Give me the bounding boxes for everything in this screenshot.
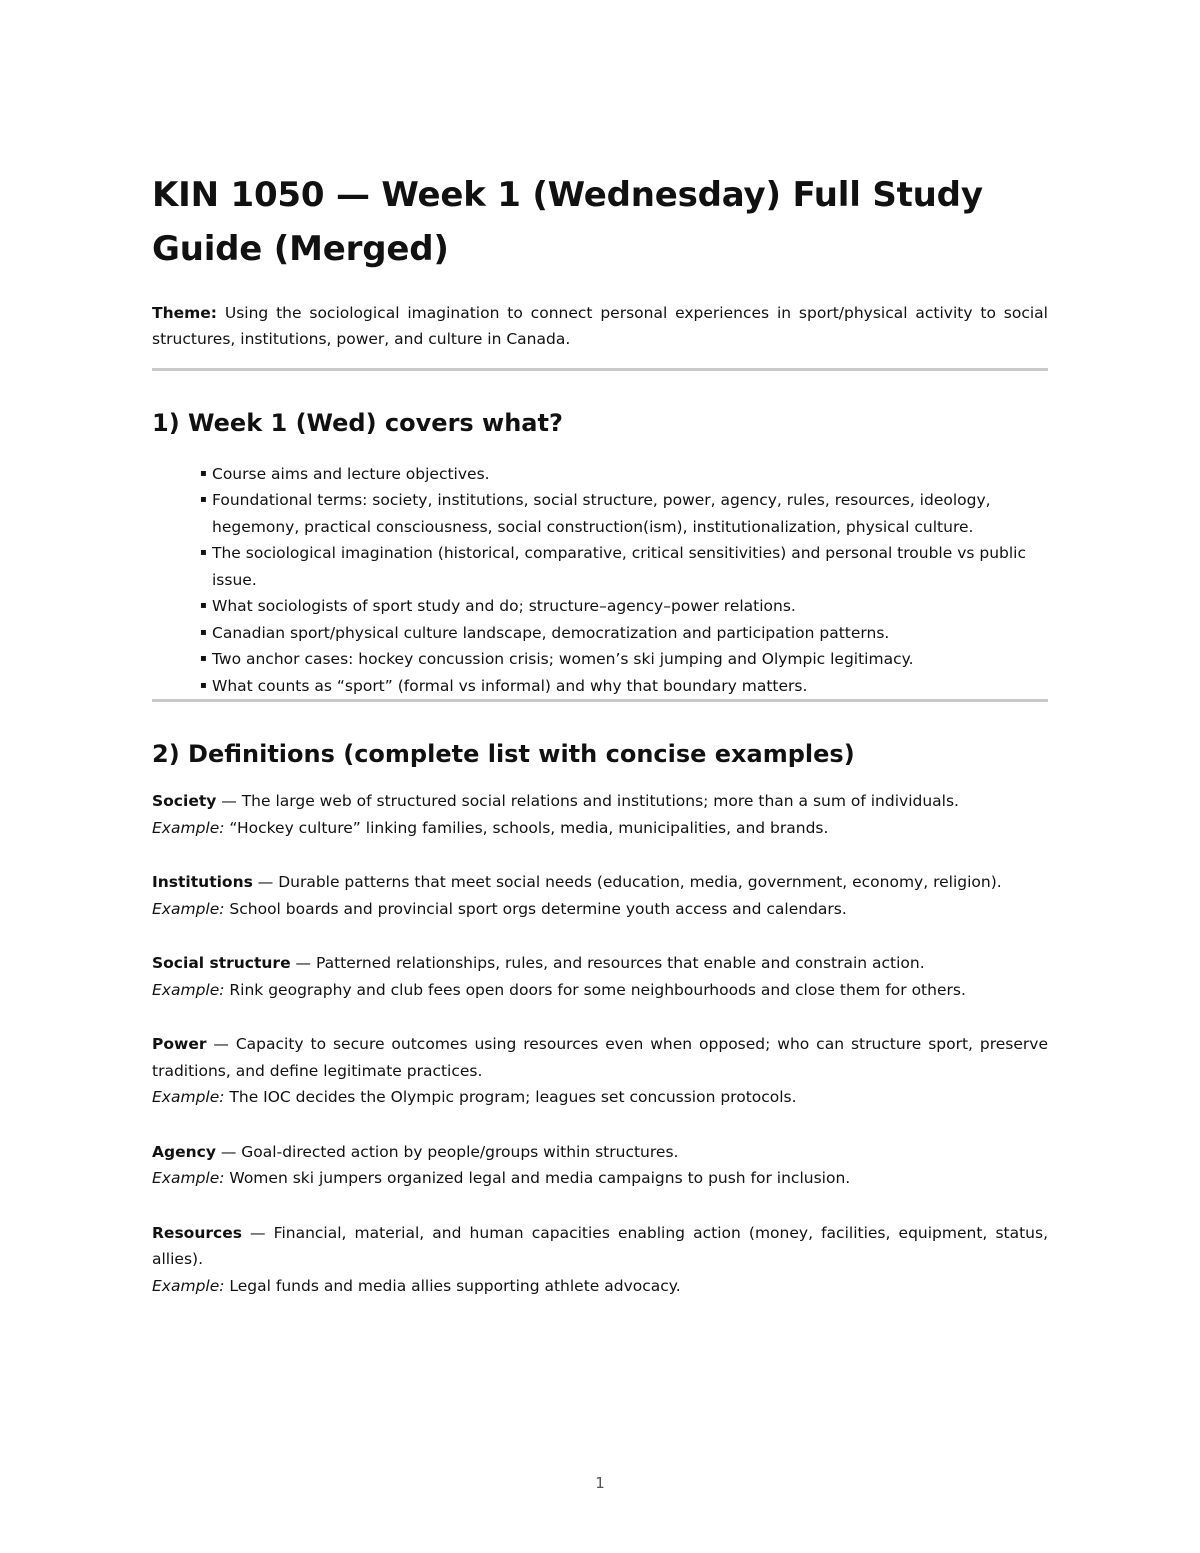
list-item [200, 673, 1048, 700]
theme-paragraph [152, 300, 1048, 352]
example-label: Example: [152, 1088, 225, 1106]
section-divider [152, 368, 1048, 371]
section-divider [152, 699, 1048, 702]
list-item [200, 487, 1048, 540]
bullet-icon: ▪ [200, 653, 207, 664]
list-item-text: The sociological imagination (historical, comparative, critical sensitivities) and personal trouble vs public issue. [212, 544, 1027, 589]
bullet-icon: ▪ [200, 547, 207, 558]
list-item [200, 646, 1048, 673]
list-item [200, 540, 1048, 593]
example-label: Example: [152, 1276, 225, 1295]
definition-text: The large web of structured social relations and institutions; more than a sum of individuals. [241, 792, 959, 810]
list-item-text: Two anchor cases: hockey concussion crisis; women’s ski jumping and Olympic legitimacy. [212, 650, 914, 668]
definition-term: Power [152, 1035, 207, 1053]
definition-social-structure: Social structure — Patterned relationships, rules, and resources that enable and constrain action. Example: Rink geography and club fees open doors for some neighbourhoods and close them for others. [152, 954, 966, 999]
definition-text: Goal-directed action by people/groups within structures. [241, 1142, 679, 1161]
theme-text: Using the sociological imagination to connect personal experiences in sport/physical activity to social structures, institutions, power, and culture in Canada. [152, 304, 1048, 348]
page-number: 1 [595, 1474, 605, 1492]
definition-agency: Agency — Goal-directed action by people/groups within structures. Example: Women ski jumpers organized legal and media campaigns to push for inclusion. [152, 1142, 851, 1187]
list-item [200, 620, 1048, 647]
topics-list [152, 461, 1048, 700]
example-label: Example: [152, 818, 225, 837]
bullet-icon: ▪ [200, 494, 207, 505]
list-item-text: What counts as “sport” (formal vs informal) and why that boundary matters. [212, 676, 808, 695]
definition-institutions: Institutions — Durable patterns that meet social needs (education, media, government, economy, religion). Example: School boards and provincial sport orgs determine youth access and calendars. [152, 873, 1002, 918]
list-item-text: Canadian sport/physical culture landscape, democratization and participation patterns. [212, 623, 890, 642]
list-item-text: What sociologists of sport study and do; structure–agency–power relations. [212, 597, 796, 615]
definition-power: Power — Capacity to secure outcomes using resources even when opposed; who can structure sport, preserve traditions, and define legitimate practices. Example: The IOC decides the Olympic program; leagues set concussion protocols. [152, 1035, 1048, 1106]
definition-resources: Resources — Financial, material, and human capacities enabling action (money, facilities, equipment, status, allies). Example: Legal funds and media allies supporting athlete advocacy. [152, 1223, 1048, 1295]
list-item-text: Foundational terms: society, institutions, social structure, power, agency, rules, resources, ideology, hegemony, practical consciousness, social construction(ism), institutionalization, physical culture. [212, 491, 991, 536]
definition-text: Capacity to secure outcomes using resources even when opposed; who can structure sport, preserve traditions, and define legitimate practices. [152, 1035, 1048, 1080]
example-text: Women ski jumpers organized legal and media campaigns to push for inclusion. [229, 1169, 851, 1187]
definition-term: Resources [152, 1223, 242, 1242]
bullet-icon: ▪ [200, 626, 207, 638]
example-text: Rink geography and club fees open doors for some neighbourhoods and close them for others. [229, 980, 966, 999]
example-text: School boards and provincial sport orgs determine youth access and calendars. [229, 899, 847, 918]
definition-term: Society [152, 792, 217, 810]
list-item-text: Course aims and lecture objectives. [212, 464, 490, 483]
list-item [200, 461, 1048, 488]
definitions-list [152, 788, 1048, 1299]
definition-term: Institutions [152, 873, 253, 891]
example-text: “Hockey culture” linking families, schools, media, municipalities, and brands. [229, 818, 829, 837]
example-text: The IOC decides the Olympic program; leagues set concussion protocols. [229, 1088, 797, 1106]
definition-text: Patterned relationships, rules, and resources that enable and constrain action. [315, 954, 925, 972]
bullet-icon: ▪ [200, 679, 207, 691]
section-1-heading: 1) Week 1 (Wed) covers what? [152, 408, 563, 437]
theme-label: Theme: [152, 304, 217, 322]
section-2-heading: 2) Definitions (complete list with concise examples) [152, 740, 855, 768]
bullet-icon: ▪ [200, 467, 207, 479]
definition-term: Agency [152, 1142, 216, 1161]
definition-term: Social structure [152, 954, 291, 972]
example-label: Example: [152, 980, 225, 999]
definition-society: Society — The large web of structured social relations and institutions; more than a sum of individuals. Example: “Hockey culture” linking families, schools, media, municipalities, and brands. [152, 792, 959, 837]
example-label: Example: [152, 899, 225, 918]
bullet-icon: ▪ [200, 600, 207, 611]
document-page [152, 168, 1048, 1327]
document-title: KIN 1050 — Week 1 (Wednesday) Full Study Guide (Merged) [152, 175, 983, 269]
example-text: Legal funds and media allies supporting athlete advocacy. [229, 1276, 681, 1295]
list-item [200, 593, 1048, 620]
definition-text: Durable patterns that meet social needs (education, media, government, economy, religion). [278, 873, 1002, 891]
definition-text: Financial, material, and human capacities enabling action (money, facilities, equipment, status, allies). [152, 1223, 1048, 1268]
example-label: Example: [152, 1169, 225, 1187]
